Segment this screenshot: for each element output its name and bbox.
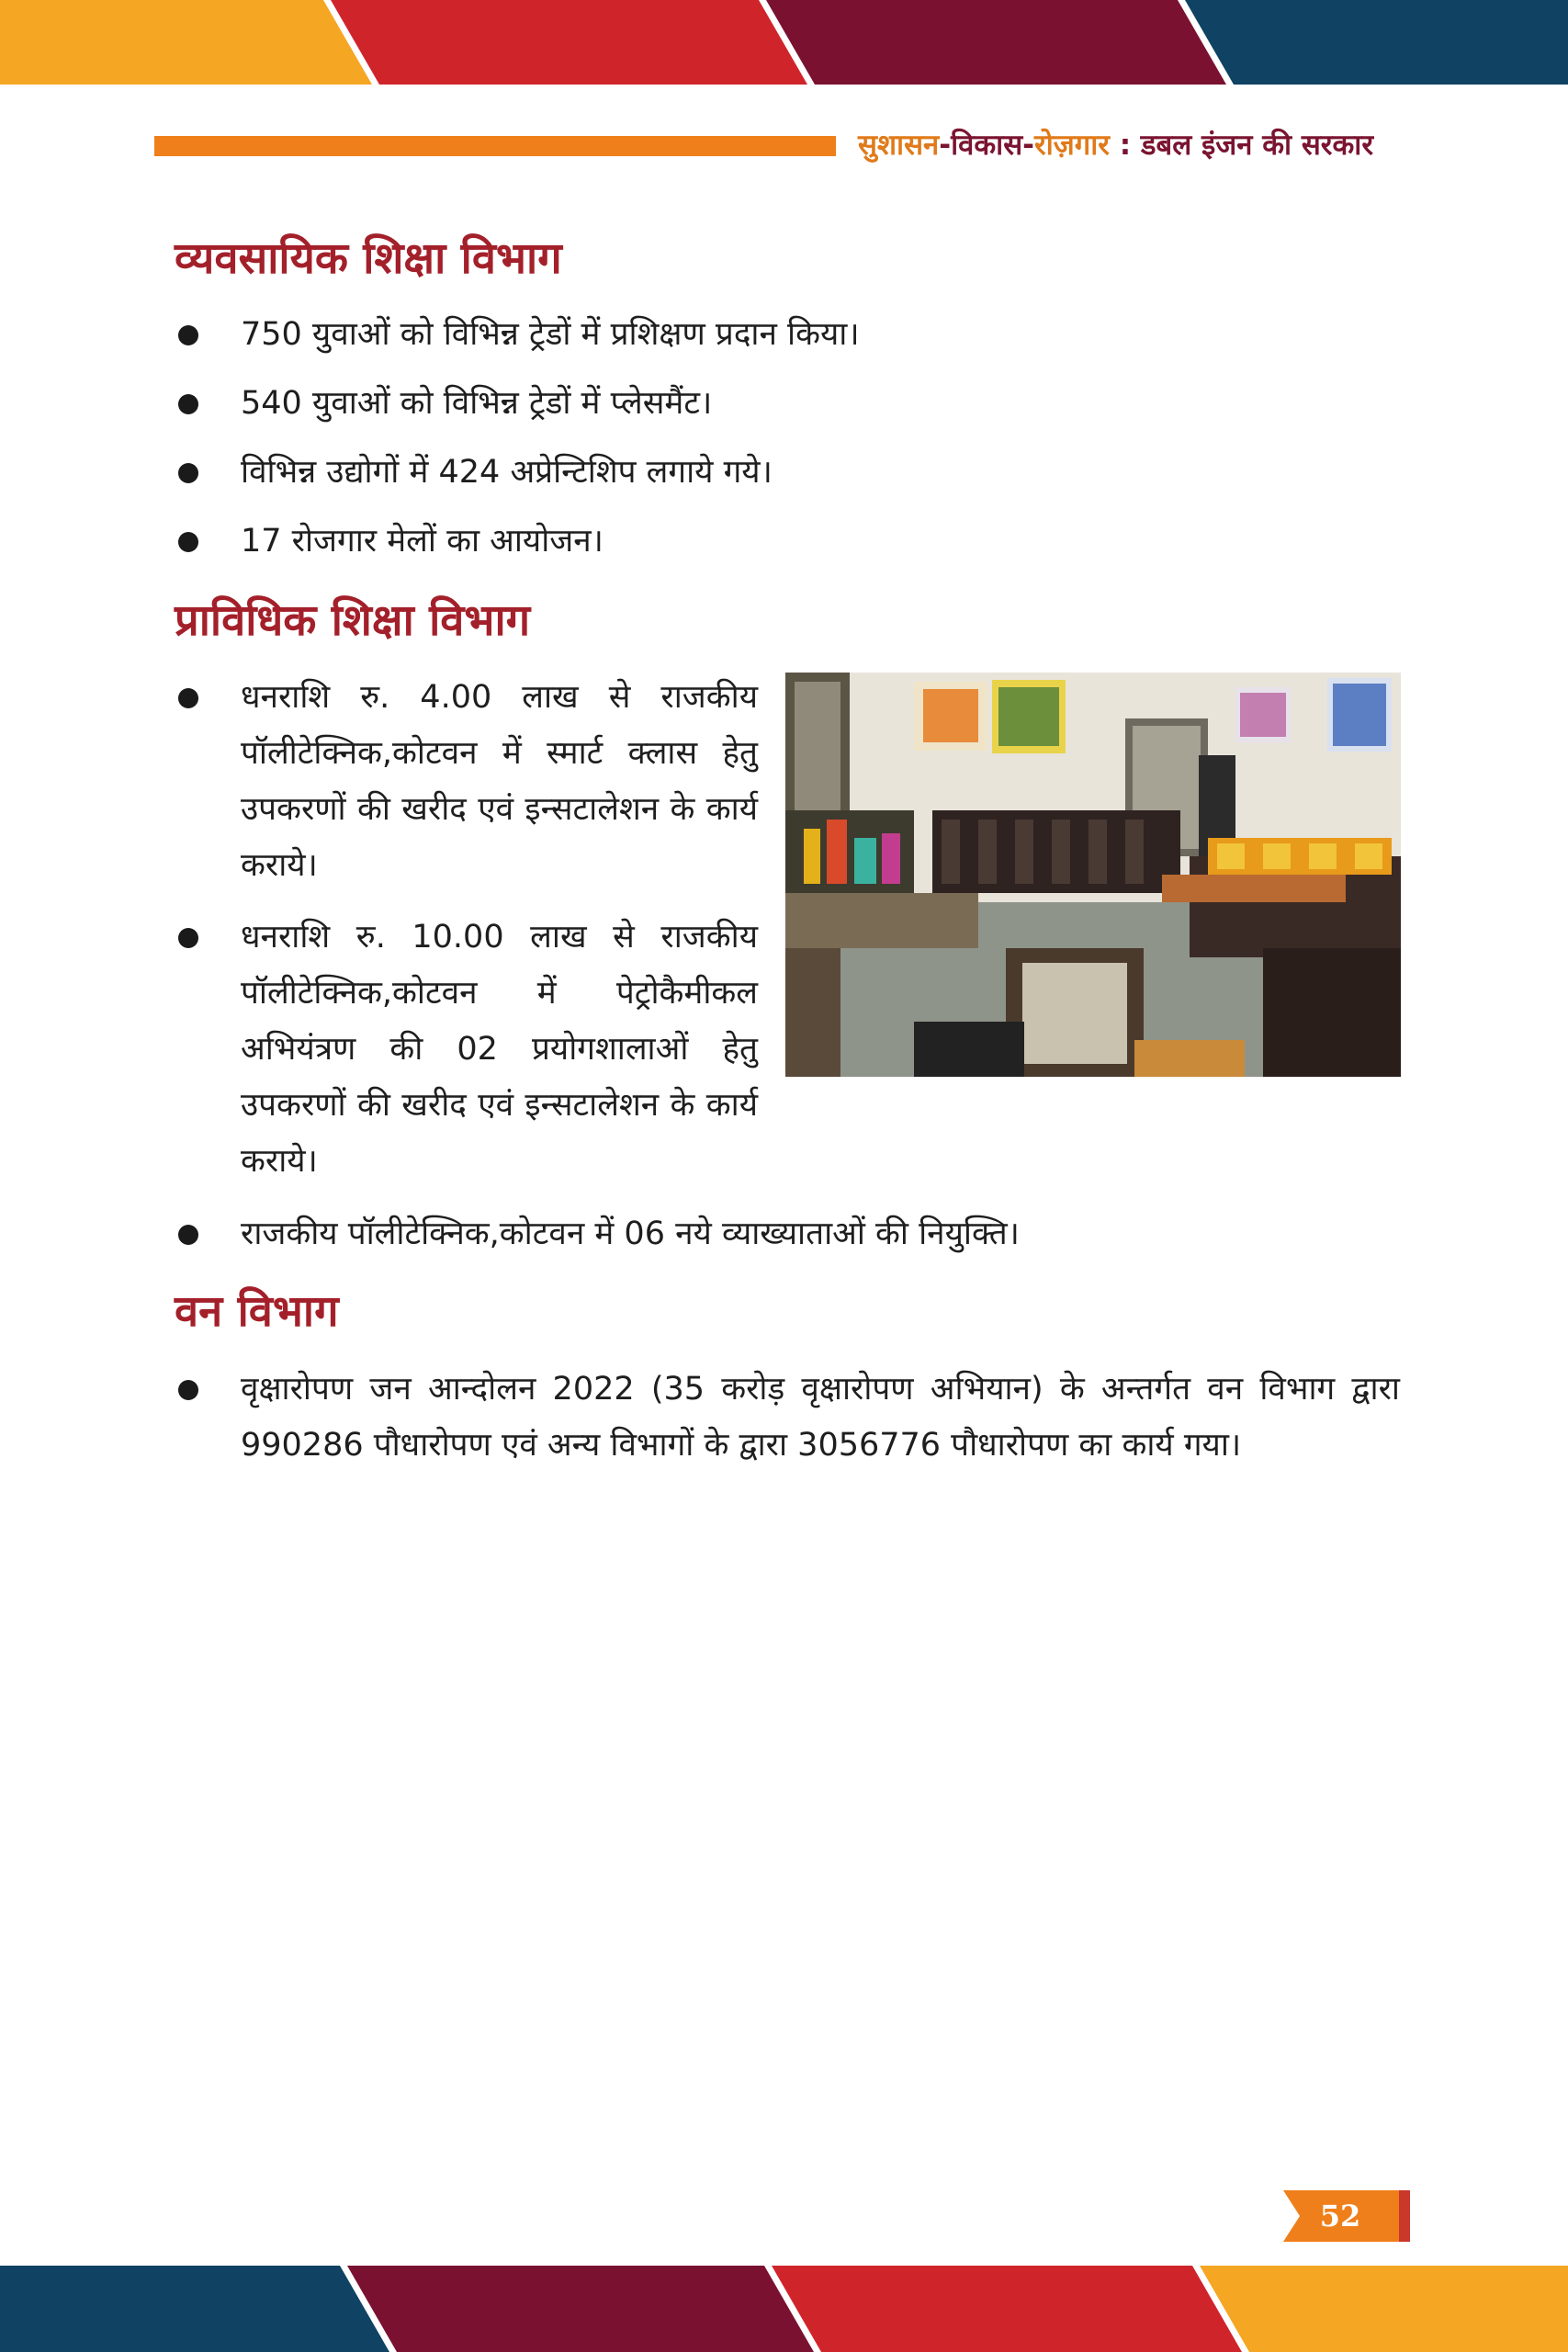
list-item-text: राजकीय पॉलीटेक्निक,कोटवन में 06 नये व्याख्याताओं की नियुक्ति। xyxy=(241,1216,1020,1252)
list-item-text: वृक्षारोपण जन आन्दोलन 2022 (35 करोड़ वृक्षारोपण अभियान) के अन्तर्गत वन विभाग द्वारा 990286 पौधारोपण एवं अन्य विभागों के द्वारा 3056776 पौधारोपण का कार्य गया। xyxy=(241,1371,1400,1464)
list-item-text: धनराशि रु. 10.00 लाख से राजकीय पॉलीटेक्निक,कोटवन में पेट्रोकैमीकल अभियंत्रण की 02 प्रयोगशालाओं हेतु उपकरणों की खरीद एवं इन्सटालेशन के कार्य कराये। xyxy=(241,919,758,1180)
header-orange-rule xyxy=(154,136,836,156)
bullet-dot xyxy=(178,394,198,414)
bullet-dot xyxy=(178,688,198,708)
header-title: सुशासन-विकास-रोज़गार : डबल इंजन की सरकार xyxy=(858,129,1374,162)
polytechnic-classroom-photo xyxy=(785,673,1401,1077)
list-item-text: 17 रोजगार मेलों का आयोजन। xyxy=(241,523,604,560)
heading-forest-department: वन विभाग xyxy=(175,1286,339,1337)
list-item-text: 540 युवाओं को विभिन्न ट्रेडों में प्लेसमैंट। xyxy=(241,385,713,422)
page-number: 52 xyxy=(1319,2199,1361,2233)
list-item-text: धनराशि रु. 4.00 लाख से राजकीय पॉलीटेक्निक,कोटवन में स्मार्ट क्लास हेतु उपकरणों की खरीद एवं इन्सटालेशन के कार्य कराये। xyxy=(241,679,758,884)
bullet-dot xyxy=(178,463,198,483)
top-color-band xyxy=(0,0,1568,85)
heading-technical-education: प्राविधिक शिक्षा विभाग xyxy=(175,595,531,646)
bullet-dot xyxy=(178,1380,198,1400)
list-item-text: विभिन्न उद्योगों में 424 अप्रेन्टिशिप लगाये गये। xyxy=(241,454,773,491)
list-item-text: 750 युवाओं को विभिन्न ट्रेडों में प्रशिक्षण प्रदान किया। xyxy=(241,316,860,353)
heading-vocational-education: व्यवसायिक शिक्षा विभाग xyxy=(175,233,562,284)
bullet-dot xyxy=(178,928,198,948)
bullet-dot xyxy=(178,532,198,552)
bottom-color-band xyxy=(0,2266,1568,2352)
bullet-dot xyxy=(178,325,198,345)
bullet-dot xyxy=(178,1225,198,1245)
